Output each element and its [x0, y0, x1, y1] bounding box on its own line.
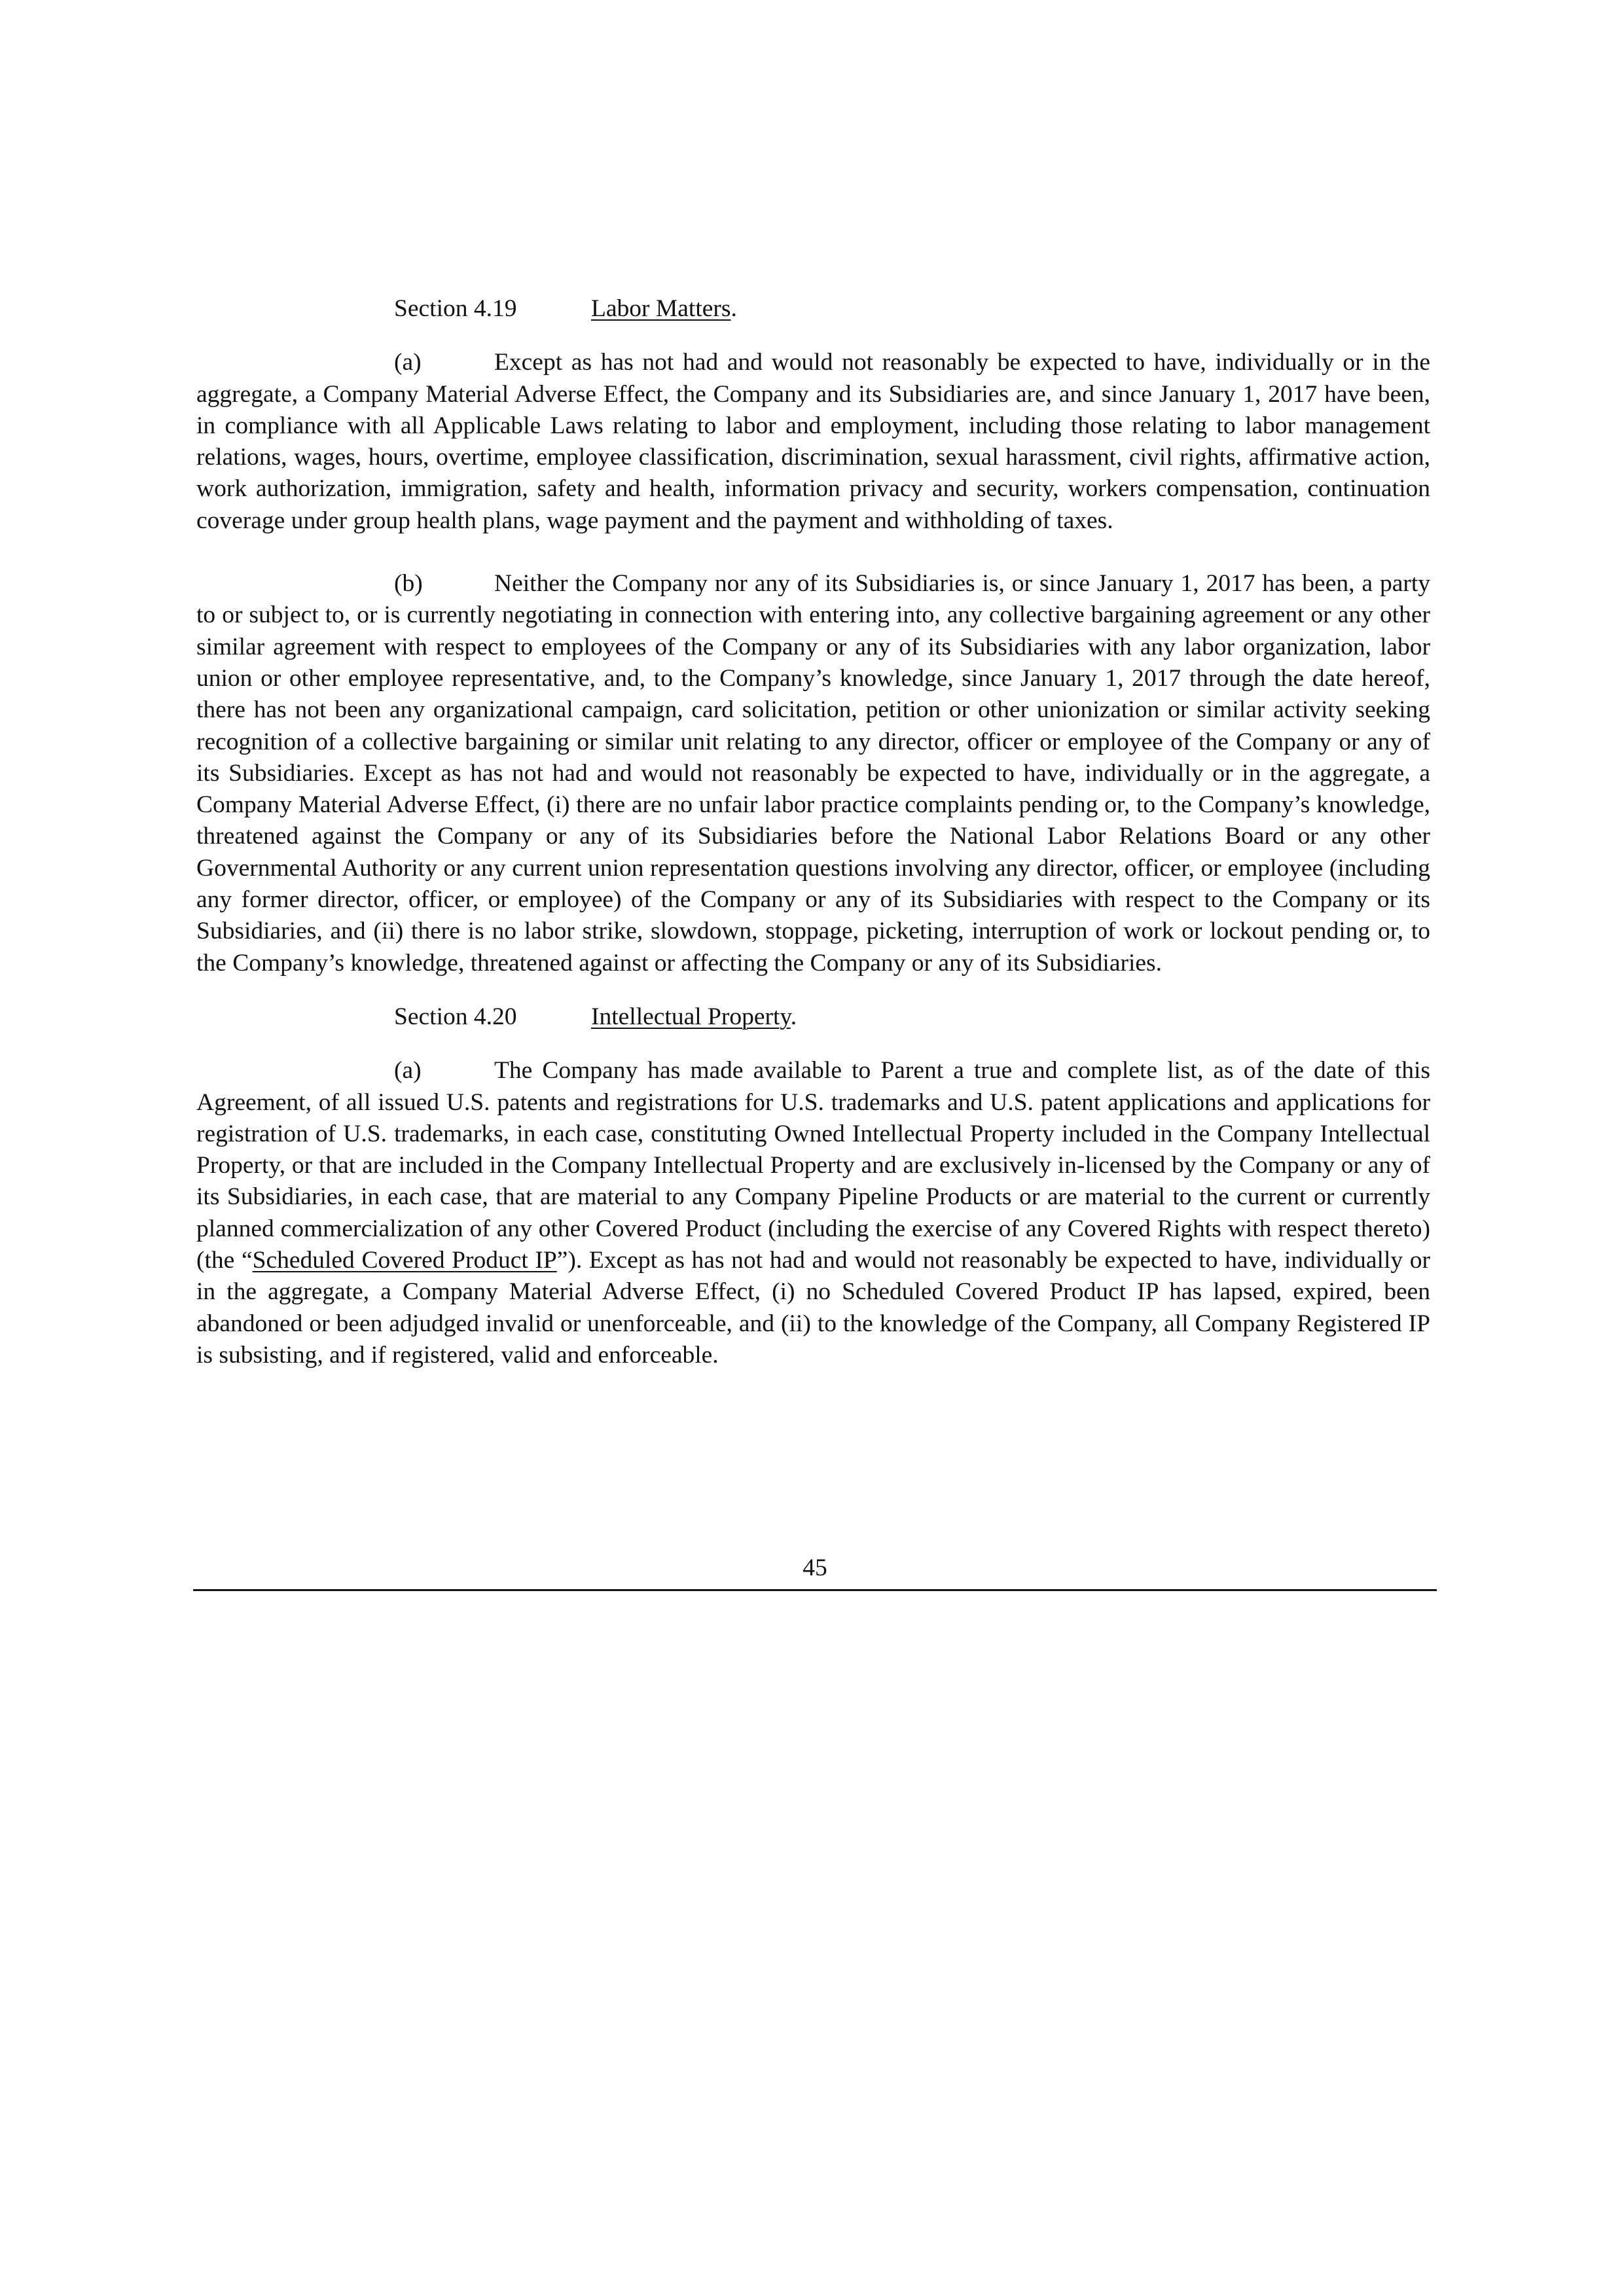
paragraph-4-19-a — [196, 347, 1430, 537]
paragraph-text-before: The Company has made available to Parent a true and complete list, as of the date of this Agreement, of all issued U.S. patents and registrations for U.S. trademarks and U.S. patent applications and applications for registration of U.S. trademarks, in each case, constituting Owned Intellectual Property included in the Company Intellectual Property, or that are included in the Company Intellectual Property and are exclusively in-licensed by the Company or any of its Subsidiaries, in each case, that are material to any Company Pipeline Products or are material to the current or currently planned commercialization of any other Covered Product (including the exercise of any Covered Rights with respect thereto) (the “ — [196, 1057, 1430, 1274]
paragraph-4-20-a — [196, 1055, 1430, 1371]
paragraph-4-19-b — [196, 568, 1430, 979]
paragraph-label: (a) — [394, 349, 422, 376]
section-heading-4-19 — [196, 293, 1430, 325]
paragraph-text: Neither the Company nor any of its Subsidiaries is, or since January 1, 2017 has been, a party to or subject to, or is currently negotiating in connection with entering into, any collective bargaining agreement or any other similar agreement with respect to employees of the Company or any of its Subsidiaries with any labor organization, labor union or other employee representative, and, to the Company’s knowledge, since January 1, 2017 through the date hereof, there has not been any organizational campaign, card solicitation, petition or other unionization or similar activity seeking recognition of a collective bargaining or similar unit relating to any director, officer or employee of the Company or any of its Subsidiaries. Except as has not had and would not reasonably be expected to have, individually or in the aggregate, a Company Material Adverse Effect, (i) there are no unfair labor practice complaints pending or, to the Company’s knowledge, threatened against the Company or any of its Subsidiaries before the National Labor Relations Board or any other Governmental Authority or any current union representation questions involving any director, officer, or employee (including any former director, officer, or employee) of the Company or any of its Subsidiaries with respect to the Company or its Subsidiaries, and (ii) there is no labor strike, slowdown, stoppage, picketing, interruption of work or lockout pending or, to the Company’s knowledge, threatened against or affecting the Company or any of its Subsidiaries. — [196, 570, 1430, 977]
section-number: Section 4.19 — [394, 295, 517, 322]
section-title-suffix: . — [731, 295, 737, 322]
section-title: Labor Matters — [591, 295, 731, 322]
section-heading-4-20 — [196, 1001, 1430, 1033]
paragraph-text-after: ”). Except as has not had and would not reasonably be expected to have, individually or in the aggregate, a Company Material Adverse Effect, (i) no Scheduled Covered Product IP has lapsed, expired, been abandoned or been adjudged invalid or unenforceable, and (ii) to the knowledge of the Company, all Company Registered IP is subsisting, and if registered, valid and enforceable. — [196, 1247, 1430, 1369]
footer-rule — [193, 1589, 1437, 1591]
section-title-suffix: . — [790, 1003, 797, 1030]
paragraph-text: Except as has not had and would not reasonably be expected to have, individually or in the aggregate, a Company Material Adverse Effect, the Company and its Subsidiaries are, and since January 1, 2017 have been, in compliance with all Applicable Laws relating to labor and employment, including those relating to labor management relations, wages, hours, overtime, employee classification, discrimination, sexual harassment, civil rights, affirmative action, work authorization, immigration, safety and health, information privacy and security, workers compensation, continuation coverage under group health plans, wage payment and the payment and withholding of taxes. — [196, 349, 1430, 534]
section-title: Intellectual Property — [591, 1003, 791, 1030]
page-footer — [193, 1555, 1437, 1591]
document-page — [196, 293, 1430, 1371]
paragraph-label: (a) — [394, 1057, 422, 1085]
paragraph-label: (b) — [394, 570, 423, 598]
page-number: 45 — [803, 1554, 827, 1581]
defined-term: Scheduled Covered Product IP — [252, 1247, 557, 1274]
section-number: Section 4.20 — [394, 1003, 517, 1030]
